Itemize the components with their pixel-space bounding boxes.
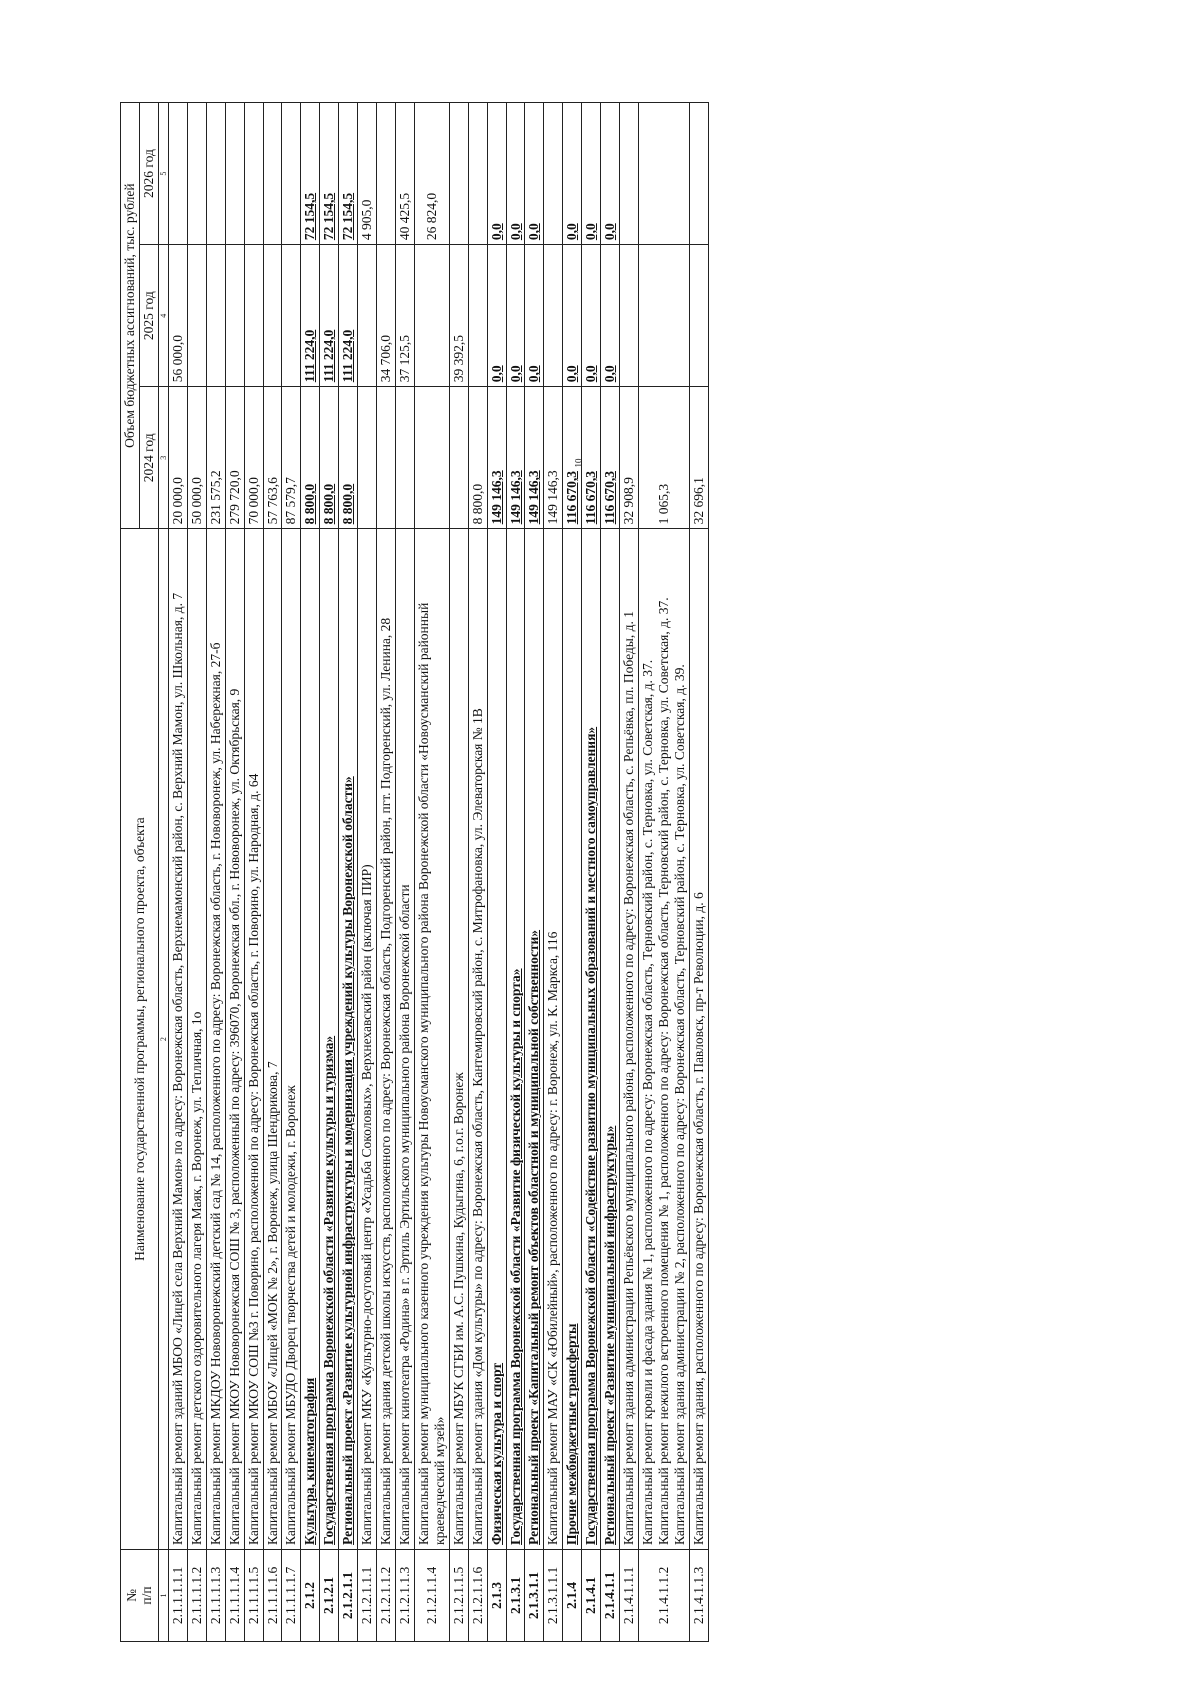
row-value-2024: 8 800,0 xyxy=(468,387,487,529)
row-number: 2.1.2.1.1.3 xyxy=(395,1549,414,1641)
row-number: 2.1.4.1.1.3 xyxy=(689,1549,708,1641)
row-name: Капитальный ремонт кинотеатра «Родина» в г. Эртиль Эртильского муниципального района Воронежской области xyxy=(395,529,414,1550)
row-value-2025 xyxy=(187,245,206,387)
row-value-2026: 0,0 xyxy=(582,103,601,245)
row-name: Капитальный ремонт здания, расположенного по адресу: Воронежская область, г. Павловск, пр-т Революции, д. 6 xyxy=(689,529,708,1550)
row-name: Государственная программа Воронежской области «Содействие развитию муниципальных образований и местного самоуправления» xyxy=(582,529,601,1550)
row-value-2024: 32 696,1 xyxy=(689,387,708,529)
row-number: 2.1.4.1 xyxy=(582,1549,601,1641)
row-name: Капитальный ремонт МКОУ СОШ №3 г. Поворино, расположенной по адресу: Воронежская область, г. Поворино, ул. Народная, д. 64 xyxy=(244,529,263,1550)
row-value-2024 xyxy=(449,387,468,529)
row-value-2025 xyxy=(263,245,282,387)
index-cell: 5 xyxy=(158,103,168,245)
row-value-2026 xyxy=(620,103,639,245)
row-name: Капитальный ремонт МБУК СГБИ им. А.С. Пушкина, Кудыгина, 6, г.о.г. Воронеж xyxy=(449,529,468,1550)
row-number: 2.1.4.1.1.2 xyxy=(638,1549,689,1641)
row-number: 2.1.2.1.1 xyxy=(339,1549,358,1641)
row-value-2026 xyxy=(468,103,487,245)
table-row xyxy=(263,103,282,1642)
table-row xyxy=(282,103,301,1642)
row-value-2024: 57 763,6 xyxy=(263,387,282,529)
row-number: 2.1.3.1 xyxy=(506,1549,525,1641)
row-name: Капитальный ремонт зданий МБОО «Лицей села Верхний Мамон» по адресу: Воронежская область, Верхнемамонский район, с. Верхний Мамон, ул. Школьная, д. 7 xyxy=(168,529,187,1550)
row-value-2026 xyxy=(168,103,187,245)
row-number: 2.1.2.1.1.1 xyxy=(358,1549,377,1641)
table-row xyxy=(468,103,487,1642)
table-row xyxy=(487,103,506,1642)
row-value-2026 xyxy=(638,103,689,245)
row-number: 2.1.2.1.1.5 xyxy=(449,1549,468,1641)
row-value-2026 xyxy=(263,103,282,245)
row-value-2026: 72 154,5 xyxy=(320,103,339,245)
row-name: Капитальный ремонт МКДОУ Нововоронежский детский сад № 14, расположенного по адресу: Воронежская область, г. Нововоронеж, ул. Набережная, 27-б xyxy=(206,529,225,1550)
row-value-2024: 8 800,0 xyxy=(339,387,358,529)
table-row xyxy=(689,103,708,1642)
row-value-2024: 149 146,3 xyxy=(506,387,525,529)
table-row xyxy=(206,103,225,1642)
row-name: Капитальный ремонт МБУДО Дворец творчества детей и молодежи, г. Воронеж xyxy=(282,529,301,1550)
row-value-2024: 116 670,3 xyxy=(563,387,582,529)
table-row xyxy=(525,103,544,1642)
row-value-2026: 0,0 xyxy=(487,103,506,245)
row-value-2026 xyxy=(187,103,206,245)
header-volume: Объем бюджетных ассигнований, тыс. рублей xyxy=(121,103,140,529)
row-value-2024: 149 146,3 xyxy=(525,387,544,529)
table-row xyxy=(601,103,620,1642)
row-value-2026 xyxy=(689,103,708,245)
row-value-2025 xyxy=(638,245,689,387)
header-num: № п/п xyxy=(121,1549,159,1641)
table-row xyxy=(506,103,525,1642)
row-value-2025: 39 392,5 xyxy=(449,245,468,387)
row-value-2025 xyxy=(282,245,301,387)
row-value-2024: 116 670,3 xyxy=(601,387,620,529)
table-row xyxy=(244,103,263,1642)
table-row xyxy=(320,103,339,1642)
row-value-2026: 40 425,5 xyxy=(395,103,414,245)
row-number: 2.1.2.1.1.6 xyxy=(468,1549,487,1641)
row-value-2025: 111 224,0 xyxy=(301,245,320,387)
header-year-2026: 2026 год xyxy=(140,103,159,245)
row-number: 2.1.4.1.1.1 xyxy=(620,1549,639,1641)
row-value-2025: 0,0 xyxy=(601,245,620,387)
row-value-2026 xyxy=(377,103,396,245)
row-value-2026 xyxy=(544,103,563,245)
table-row xyxy=(225,103,244,1642)
row-value-2024: 149 146,3 xyxy=(487,387,506,529)
row-value-2025 xyxy=(620,245,639,387)
row-name: Региональный проект «Капитальный ремонт объектов областной и муниципальной собственности» xyxy=(525,529,544,1550)
row-value-2025: 37 125,5 xyxy=(395,245,414,387)
row-name: Капитальный ремонт МКУ «Культурно-досуговый центр «Усадьба Соколовых», Верхнехавский район (включая ПИР) xyxy=(358,529,377,1550)
table-row xyxy=(544,103,563,1642)
row-number: 2.1.2.1.1.4 xyxy=(414,1549,449,1641)
row-number: 2.1.1.1.1.3 xyxy=(206,1549,225,1641)
row-name: Капитальный ремонт МКОУ Нововоронежская СОШ № 3, расположенный по адресу: 396070, Воронежская обл., г. Нововоронеж, ул. Октябрьская, 9 xyxy=(225,529,244,1550)
row-value-2026 xyxy=(244,103,263,245)
row-value-2024: 8 800,0 xyxy=(320,387,339,529)
index-cell: 3 xyxy=(158,387,168,529)
row-value-2025 xyxy=(414,245,449,387)
row-value-2026 xyxy=(449,103,468,245)
table-row xyxy=(563,103,582,1642)
row-name: Прочие межбюджетные трансферты xyxy=(563,529,582,1550)
row-number: 2.1.3.1.1.1 xyxy=(544,1549,563,1641)
row-name: Капитальный ремонт муниципального казенного учреждения культуры Новоусманского муниципального района Воронежской области «Новоусманский районный краеведческий музей» xyxy=(414,529,449,1550)
row-value-2025 xyxy=(225,245,244,387)
row-number: 2.1.1.1.1.2 xyxy=(187,1549,206,1641)
row-value-2026: 72 154,5 xyxy=(301,103,320,245)
row-value-2025 xyxy=(544,245,563,387)
row-value-2026: 72 154,5 xyxy=(339,103,358,245)
row-name: Капитальный ремонт детского оздоровительного лагеря Маяк, г. Воронеж, ул. Тепличная, 1о xyxy=(187,529,206,1550)
header-year-2024: 2024 год xyxy=(140,387,159,529)
row-value-2025: 0,0 xyxy=(487,245,506,387)
row-value-2024: 279 720,0 xyxy=(225,387,244,529)
table-row xyxy=(620,103,639,1642)
table-row xyxy=(301,103,320,1642)
table-row xyxy=(168,103,187,1642)
row-number: 2.1.4.1.1 xyxy=(601,1549,620,1641)
row-name: Капитальный ремонт кровли и фасада здания № 1, расположенного по адресу: Воронежская область, Терновский район, с. Терновка, ул. Советская, д. 37. Капитальный ремонт нежилого встроенного помещения № 1, расположенного по адресу: Воронежская область, Терновский район, с. Терновка, ул. Советская, д. 37. Капитальный ремонт здания администрации № 2, расположенного по адресу: Воронежская область, Терновский район, с. Терновка, ул. Советская, д. 39. xyxy=(638,529,689,1550)
index-cell: 2 xyxy=(158,529,168,1550)
row-number: 2.1.1.1.1.5 xyxy=(244,1549,263,1641)
row-name: Физическая культура и спорт xyxy=(487,529,506,1550)
row-number: 2.1.4 xyxy=(563,1549,582,1641)
row-value-2025: 34 706,0 xyxy=(377,245,396,387)
row-value-2025 xyxy=(468,245,487,387)
row-value-2024 xyxy=(377,387,396,529)
index-cell: 1 xyxy=(158,1549,168,1641)
row-value-2025: 0,0 xyxy=(563,245,582,387)
budget-table xyxy=(120,102,709,1642)
row-number: 2.1.1.1.1.7 xyxy=(282,1549,301,1641)
row-name: Государственная программа Воронежской области «Развитие культуры и туризма» xyxy=(320,529,339,1550)
row-number: 2.1.2.1.1.2 xyxy=(377,1549,396,1641)
table-row xyxy=(358,103,377,1642)
table-row xyxy=(377,103,396,1642)
row-name: Культура, кинематография xyxy=(301,529,320,1550)
row-value-2025: 111 224,0 xyxy=(339,245,358,387)
row-name: Капитальный ремонт здания «Дом культуры» по адресу: Воронежская область, Кантемировский район, с. Митрофановка, ул. Элеваторская № 1В xyxy=(468,529,487,1550)
row-number: 2.1.2.1 xyxy=(320,1549,339,1641)
row-value-2026 xyxy=(206,103,225,245)
row-value-2024: 87 579,7 xyxy=(282,387,301,529)
row-value-2026: 0,0 xyxy=(563,103,582,245)
row-value-2026: 26 824,0 xyxy=(414,103,449,245)
table-row xyxy=(187,103,206,1642)
row-value-2026 xyxy=(282,103,301,245)
row-value-2026: 0,0 xyxy=(601,103,620,245)
row-value-2024 xyxy=(395,387,414,529)
row-value-2025: 0,0 xyxy=(525,245,544,387)
row-value-2024 xyxy=(414,387,449,529)
row-value-2024: 8 800,0 xyxy=(301,387,320,529)
table-row xyxy=(638,103,689,1642)
row-value-2026 xyxy=(225,103,244,245)
row-name: Капитальный ремонт здания детской школы искусств, расположенного по адресу: Воронежская область, Подгоренский район, пгт. Подгоренский, ул. Ленина, 28 xyxy=(377,529,396,1550)
row-number: 2.1.3.1.1 xyxy=(525,1549,544,1641)
row-name: Региональный проект «Развитие муниципальной инфраструктуры» xyxy=(601,529,620,1550)
row-number: 2.1.1.1.1.6 xyxy=(263,1549,282,1641)
table-row xyxy=(395,103,414,1642)
row-value-2026: 0,0 xyxy=(506,103,525,245)
row-value-2024: 70 000,0 xyxy=(244,387,263,529)
row-value-2025 xyxy=(689,245,708,387)
row-value-2025 xyxy=(358,245,377,387)
row-value-2026: 0,0 xyxy=(525,103,544,245)
row-name: Капитальный ремонт МБОУ «Лицей «МОК № 2», г. Воронеж, улица Шендрикова, 7 xyxy=(263,529,282,1550)
row-value-2025 xyxy=(206,245,225,387)
row-value-2024: 32 908,9 xyxy=(620,387,639,529)
row-value-2024: 50 000,0 xyxy=(187,387,206,529)
row-number: 2.1.2 xyxy=(301,1549,320,1641)
row-value-2024: 20 000,0 xyxy=(168,387,187,529)
row-name: Капитальный ремонт МАУ «СК «Юбилейный», расположенного по адресу: г. Воронеж, ул. К. Маркса, 116 xyxy=(544,529,563,1550)
row-value-2025: 0,0 xyxy=(582,245,601,387)
row-value-2024: 116 670,3 xyxy=(582,387,601,529)
row-name: Государственная программа Воронежской области «Развитие физической культуры и спорта» xyxy=(506,529,525,1550)
table-row xyxy=(414,103,449,1642)
row-number: 2.1.1.1.1.4 xyxy=(225,1549,244,1641)
row-value-2025: 111 224,0 xyxy=(320,245,339,387)
row-value-2024: 1 065,3 xyxy=(638,387,689,529)
table-row xyxy=(339,103,358,1642)
row-value-2025: 0,0 xyxy=(506,245,525,387)
header-year-2025: 2025 год xyxy=(140,245,159,387)
index-cell: 4 xyxy=(158,245,168,387)
header-name: Наименование государственной программы, регионального проекта, объекта xyxy=(121,529,159,1550)
row-value-2026: 4 905,0 xyxy=(358,103,377,245)
table-row xyxy=(582,103,601,1642)
row-name: Региональный проект «Развитие культурной инфраструктуры и модернизация учреждений культуры Воронежской области» xyxy=(339,529,358,1550)
row-name: Капитальный ремонт здания администрации Репьёвского муниципального района, расположенного по адресу: Воронежская область, с. Репьёвка, пл. Победы, д. 1 xyxy=(620,529,639,1550)
row-value-2024: 149 146,3 xyxy=(544,387,563,529)
row-value-2024: 231 575,2 xyxy=(206,387,225,529)
table-row xyxy=(449,103,468,1642)
page-number: 10 xyxy=(573,458,584,468)
budget-table-sheet xyxy=(120,102,1060,1642)
row-number: 2.1.3 xyxy=(487,1549,506,1641)
row-value-2024 xyxy=(358,387,377,529)
row-number: 2.1.1.1.1.1 xyxy=(168,1549,187,1641)
row-value-2025 xyxy=(244,245,263,387)
row-value-2025: 56 000,0 xyxy=(168,245,187,387)
